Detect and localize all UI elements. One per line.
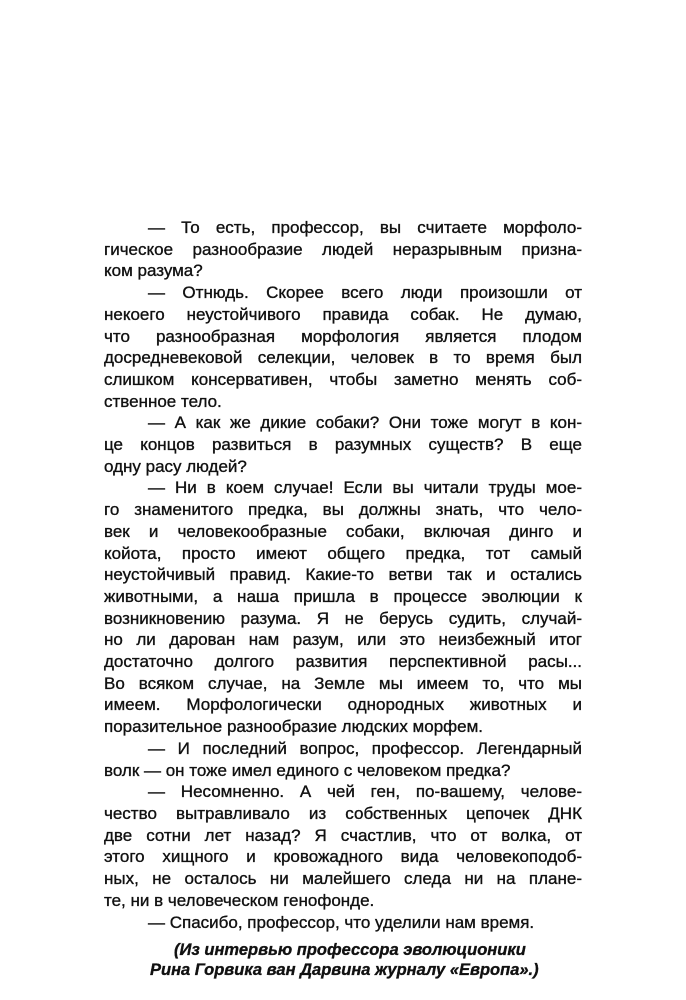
dialogue-text — [104, 217, 582, 933]
attribution-line: Рина Горвика ван Дарвина журналу «Европа».) — [150, 961, 539, 980]
text-line: ком разума? — [104, 261, 203, 281]
text-line: це концов развиться в разумных существ? В еще — [104, 435, 582, 455]
text-line: имеем. Морфологически однородных животных и — [104, 695, 582, 715]
text-line: Во всяком случае, на Земле мы имеем то, что мы — [104, 673, 582, 693]
text-line: — Отнюдь. Скорее всего люди произошли от — [148, 283, 582, 303]
paragraph — [104, 738, 582, 781]
text-line: — Спасибо, профессор, что уделили нам время. — [148, 912, 535, 932]
text-line: слишком консервативен, чтобы заметно менять соб- — [104, 369, 582, 389]
text-line: — Несомненно. А чей ген, по-вашему, челове- — [148, 782, 582, 802]
paragraph — [104, 217, 582, 282]
text-line: — Ни в коем случае! Если вы читали труды мое- — [148, 478, 582, 498]
text-line: — А как же дикие собаки? Они тоже могут в кон- — [148, 413, 582, 433]
paragraph — [104, 477, 582, 737]
attribution-line: (Из интервью профессора эволюционики — [174, 941, 526, 960]
text-line: неустойчивый правид. Какие-то ветви так и остались — [104, 565, 582, 585]
text-line: го знаменитого предка, вы должны знать, что чело- — [104, 500, 582, 520]
paragraph — [104, 781, 582, 911]
attribution — [150, 940, 582, 980]
text-line: животными, а наша пришла в процессе эволюции к — [104, 586, 582, 606]
text-line: — И последний вопрос, профессор. Легендарный — [148, 738, 582, 758]
text-line: век и человекообразные собаки, включая динго и — [104, 521, 582, 541]
text-line: досредневековой селекции, человек в то время был — [104, 348, 582, 368]
text-line: что разнообразная морфология является плодом — [104, 326, 582, 346]
text-line: ственное тело. — [104, 391, 222, 411]
text-line: те, ни в человеческом генофонде. — [104, 890, 375, 910]
paragraph — [104, 912, 582, 934]
text-line: возникновению разума. Я не берусь судить, случай- — [104, 608, 582, 628]
text-line: одну расу людей? — [104, 456, 247, 476]
text-line: гическое разнообразие людей неразрывным призна- — [104, 239, 582, 259]
paragraph — [104, 412, 582, 477]
text-line: некоего неустойчивого правида собак. Не думаю, — [104, 304, 582, 324]
text-line: достаточно долгого развития перспективной расы... — [104, 652, 582, 672]
text-line: чество вытравливало из собственных цепочек ДНК — [104, 803, 582, 823]
text-line: две сотни лет назад? Я счастлив, что от волка, от — [104, 825, 582, 845]
text-line: койота, просто имеют общего предка, тот самый — [104, 543, 582, 563]
text-line: ных, не осталось ни малейшего следа ни на плане- — [104, 869, 582, 889]
text-line: волк — он тоже имел единого с человеком предка? — [104, 760, 511, 780]
text-column — [104, 217, 582, 980]
text-line: поразительное разнообразие людских морфем. — [104, 717, 484, 737]
text-line: этого хищного и кровожадного вида человекоподоб- — [104, 847, 582, 867]
text-line: но ли дарован нам разум, или это неизбежный итог — [104, 630, 582, 650]
paragraph — [104, 282, 582, 412]
text-line: — То есть, профессор, вы считаете морфоло- — [148, 218, 582, 237]
